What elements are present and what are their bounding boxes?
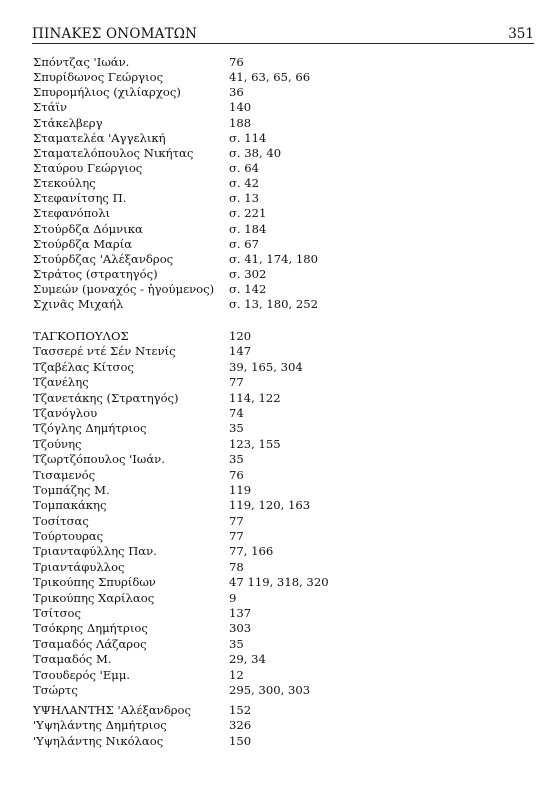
index-entry	[33, 360, 533, 375]
entry-name: 'Υψηλάντης Νικόλαος	[33, 733, 164, 748]
entry-name: Τσαμαδός Λάζαρος	[33, 636, 147, 651]
entry-pages: σ. 114	[229, 130, 267, 145]
entry-pages: 147	[229, 344, 252, 359]
entry-pages: σ. 142	[229, 282, 267, 297]
entry-name: Τσαμαδός Μ.	[33, 652, 112, 667]
index-section-upsilon	[33, 703, 533, 749]
entry-name: Τζανέλης	[33, 375, 89, 390]
index-entry	[33, 621, 533, 636]
index-entry	[33, 421, 533, 436]
index-entry	[33, 529, 533, 544]
entry-name: Τσώρτς	[33, 682, 78, 697]
index-entry	[33, 483, 533, 498]
entry-pages: 39, 165, 304	[229, 359, 303, 374]
page-number: 351	[508, 26, 534, 42]
entry-pages: 188	[229, 115, 252, 130]
entry-name: Τσουδερός 'Εμμ.	[33, 667, 131, 682]
entry-name: Τούρτουρας	[33, 529, 104, 544]
entry-pages: 47 119, 318, 320	[229, 575, 329, 590]
entry-pages: 77, 166	[229, 544, 274, 559]
entry-name: Σταματελόπουλος Νικήτας	[33, 145, 194, 160]
index-entry	[33, 637, 533, 652]
entry-pages: 326	[229, 718, 252, 733]
index-entry	[33, 222, 533, 237]
index-entry	[33, 206, 533, 221]
entry-pages: 35	[229, 636, 244, 651]
page-header	[32, 20, 534, 42]
index-entry	[33, 131, 533, 146]
index-entry	[33, 329, 533, 344]
entry-pages: 36	[229, 85, 244, 100]
index-entry	[33, 575, 533, 590]
index-entry	[33, 297, 533, 312]
entry-name: Σπόντζας 'Ιωάν.	[33, 55, 130, 69]
running-title: ΠΙΝΑΚΕΣ ΟΝΟΜΑΤΩΝ	[32, 26, 198, 42]
entry-name: Στάϊν	[33, 100, 68, 115]
index-entry	[33, 683, 533, 698]
index-entry	[33, 498, 533, 513]
index-entry	[33, 437, 533, 452]
entry-name: Στούρδζας 'Αλέξανδρος	[33, 251, 174, 266]
entry-name: Τζανετάκης (Στρατηγός)	[33, 390, 179, 405]
entry-pages: σ. 184	[229, 221, 267, 236]
entry-name: Στούρδζα Μαρία	[33, 236, 133, 251]
entry-pages: σ. 67	[229, 236, 260, 251]
entry-pages: 152	[229, 703, 252, 717]
entry-pages: 137	[229, 606, 252, 621]
entry-name: Τισαμενός	[33, 467, 96, 482]
entry-pages: 78	[229, 559, 244, 574]
index-entry	[33, 100, 533, 115]
entry-name: Σπυρομήλιος (χιλίαρχος)	[33, 85, 181, 100]
entry-pages: 140	[229, 100, 252, 115]
entry-pages: 303	[229, 621, 252, 636]
index-entry	[33, 514, 533, 529]
entry-pages: 114, 122	[229, 390, 281, 405]
entry-pages: 35	[229, 421, 244, 436]
entry-name: ΤΑΓΚΟΠΟΥΛΟΣ	[33, 329, 129, 343]
entry-pages: σ. 38, 40	[229, 145, 282, 160]
entry-name: Σπυρίδωνος Γεώργιος	[33, 70, 164, 85]
entry-pages: 9	[229, 590, 237, 605]
index-entry	[33, 406, 533, 421]
entry-name: Τρικούπης Σπυρίδων	[33, 575, 156, 590]
entry-name: Σταύρου Γεώργιος	[33, 160, 143, 175]
index-entry	[33, 176, 533, 191]
index-entry	[33, 237, 533, 252]
index-entry	[33, 344, 533, 359]
entry-name: Στεφανόπολι	[33, 206, 111, 221]
entry-pages: 119	[229, 482, 252, 497]
entry-pages: σ. 221	[229, 206, 267, 221]
entry-name: Συμεών (μοναχός - ἡγούμενος)	[33, 282, 215, 297]
entry-pages: σ. 41, 174, 180	[229, 251, 319, 266]
entry-pages: 74	[229, 405, 244, 420]
entry-pages: 150	[229, 733, 252, 748]
index-entry	[33, 282, 533, 297]
index-entry	[33, 116, 533, 131]
index-entry	[33, 267, 533, 282]
entry-name: Τζόγλης Δημήτριος	[33, 421, 147, 436]
entry-name: Τζωρτζόπουλος 'Ιωάν.	[33, 452, 165, 467]
index-entry	[33, 252, 533, 267]
index-entry	[33, 544, 533, 559]
entry-name: Τομπακάκης	[33, 498, 107, 513]
entry-name: Σχινᾶς Μιχαήλ	[33, 297, 124, 312]
index-entry	[33, 85, 533, 100]
index-entry	[33, 652, 533, 667]
index-entry	[33, 375, 533, 390]
entry-pages: σ. 64	[229, 160, 260, 175]
index-entry	[33, 703, 533, 718]
entry-pages: 77	[229, 513, 244, 528]
entry-name: Τριαντάφυλλος	[33, 559, 125, 574]
index-entry	[33, 591, 533, 606]
entry-name: 'Υψηλάντης Δημήτριος	[33, 718, 167, 733]
entry-name: Σταματελέα 'Αγγελική	[33, 130, 166, 145]
entry-name: Στούρδζα Δόμνικα	[33, 221, 143, 236]
entry-name: Τζαβέλας Κίτσος	[33, 359, 134, 374]
index-section-tau	[33, 329, 533, 698]
entry-pages: 120	[229, 329, 252, 343]
entry-pages: 123, 155	[229, 436, 281, 451]
entry-pages: 12	[229, 667, 244, 682]
entry-pages: 77	[229, 529, 244, 544]
entry-name: Τρικούπης Χαρίλαος	[33, 590, 155, 605]
entry-pages: σ. 42	[229, 176, 260, 191]
entry-pages: 76	[229, 467, 244, 482]
index-entry	[33, 734, 533, 749]
entry-name: Στάκελβεργ	[33, 115, 103, 130]
entry-name: Τζανόγλου	[33, 405, 98, 420]
entry-name: Τριανταφύλλης Παν.	[33, 544, 157, 559]
entry-name: Τσόκρης Δημήτριος	[33, 621, 148, 636]
entry-pages: 295, 300, 303	[229, 682, 311, 697]
entry-pages: 41, 63, 65, 66	[229, 70, 311, 85]
entry-pages: 77	[229, 375, 244, 390]
index-entry	[33, 718, 533, 733]
entry-name: Τζούνης	[33, 436, 82, 451]
entry-pages: 29, 34	[229, 652, 266, 667]
entry-name: ΥΨΗΛΑΝΤΗΣ 'Αλέξανδρος	[33, 703, 191, 717]
entry-name: Στεφανίτσης Π.	[33, 191, 127, 206]
header-rule	[32, 43, 534, 44]
index-entry	[33, 606, 533, 621]
index-entry	[33, 452, 533, 467]
entry-pages: σ. 13, 180, 252	[229, 297, 319, 312]
index-entry	[33, 560, 533, 575]
index-entry	[33, 468, 533, 483]
entry-name: Τοσίτσας	[33, 513, 89, 528]
entry-pages: 35	[229, 452, 244, 467]
entry-name: Τασσερέ ντέ Σέν Ντενίς	[33, 344, 176, 359]
index-entry	[33, 146, 533, 161]
index-entry	[33, 70, 533, 85]
entry-name: Τομπάζης Μ.	[33, 482, 110, 497]
index-entry	[33, 668, 533, 683]
entry-name: Στεκούλης	[33, 176, 96, 191]
entry-pages: σ. 13	[229, 191, 260, 206]
index-entry	[33, 55, 533, 70]
index-section-sigma	[33, 55, 533, 312]
index-entry	[33, 391, 533, 406]
entry-pages: σ. 302	[229, 266, 267, 281]
entry-pages: 119, 120, 163	[229, 498, 311, 513]
entry-name: Τσίτσος	[33, 606, 81, 621]
index-entry	[33, 161, 533, 176]
entry-pages: 76	[229, 55, 244, 69]
index-entry	[33, 191, 533, 206]
entry-name: Στράτος (στρατηγός)	[33, 266, 158, 281]
